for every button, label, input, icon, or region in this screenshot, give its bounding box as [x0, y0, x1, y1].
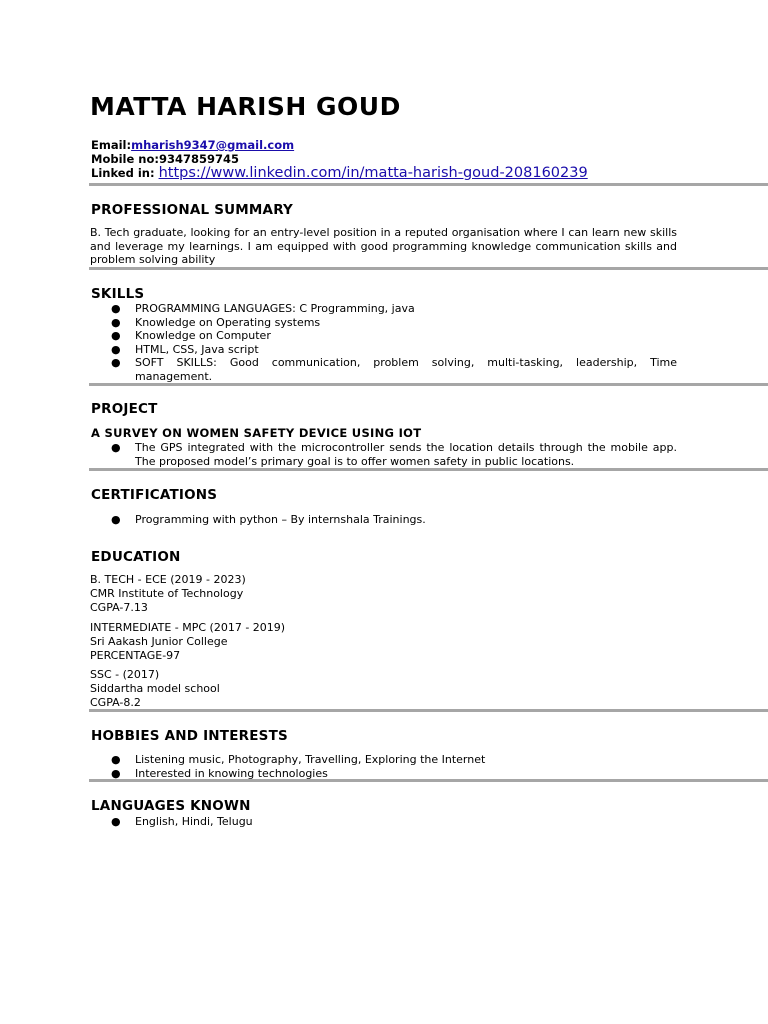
list-item — [111, 302, 677, 316]
list-item — [111, 815, 677, 829]
bullet-icon: ● — [111, 815, 121, 828]
hobby-text: Interested in knowing technologies — [135, 766, 328, 780]
email-link[interactable]: mharish9347@gmail.com — [131, 138, 295, 152]
education-heading: EDUCATION — [91, 549, 181, 565]
skill-text: PROGRAMMING LANGUAGES: C Programming, java — [135, 302, 415, 315]
degree: SSC - (2017) — [90, 668, 160, 681]
project-description: The GPS integrated with the microcontroller sends the location details through the mobile app. The proposed model’s primary goal is to offer women safety in public locations. — [135, 441, 677, 468]
email-label: Email: — [91, 138, 132, 152]
divider — [89, 779, 768, 782]
certifications-list — [111, 513, 677, 527]
education-entry — [90, 621, 285, 663]
list-item — [111, 441, 677, 468]
bullet-icon: ● — [111, 753, 121, 766]
summary-text: B. Tech graduate, looking for an entry-level position in a reputed organisation where I can learn new skills and leverage my learnings. I am equipped with good programming knowledge communication skills and problem solving ability — [90, 226, 677, 266]
divider — [89, 183, 768, 186]
bullet-icon: ● — [111, 356, 121, 369]
bullet-icon: ● — [111, 441, 121, 454]
languages-list — [111, 815, 677, 829]
list-item — [111, 316, 677, 330]
list-item — [111, 767, 677, 781]
divider — [89, 267, 768, 270]
score: CGPA-7.13 — [90, 601, 148, 614]
bullet-icon: ● — [111, 766, 121, 780]
list-item — [111, 753, 677, 767]
score: CGPA-8.2 — [90, 696, 141, 709]
skill-text: SOFT SKILLS: Good communication, problem solving, multi-tasking, leadership, Time management. — [135, 356, 677, 383]
contact-block — [91, 138, 588, 180]
candidate-name: MATTA HARISH GOUD — [90, 92, 401, 121]
linkedin-link[interactable]: https://www.linkedin.com/in/matta-harish-goud-208160239 — [158, 165, 588, 181]
language-text: English, Hindi, Telugu — [135, 815, 253, 828]
mobile-number: 9347859745 — [158, 152, 239, 166]
email-row — [91, 138, 588, 152]
hobbies-heading: HOBBIES AND INTERESTS — [91, 728, 288, 744]
skills-heading: SKILLS — [91, 286, 145, 302]
linkedin-label: Linked in: — [91, 166, 159, 180]
education-entry — [90, 573, 246, 615]
certifications-heading: CERTIFICATIONS — [91, 487, 218, 503]
mobile-label: Mobile no: — [91, 152, 159, 166]
institution: CMR Institute of Technology — [90, 587, 244, 600]
divider — [89, 709, 768, 712]
project-heading: PROJECT — [91, 401, 158, 417]
degree: INTERMEDIATE - MPC (2017 - 2019) — [90, 621, 286, 634]
certification-text: Programming with python – By internshala Trainings. — [135, 513, 426, 526]
skill-text: HTML, CSS, Java script — [135, 342, 259, 356]
linkedin-row — [91, 166, 588, 180]
skill-text: Knowledge on Computer — [135, 329, 271, 342]
list-item — [111, 343, 677, 357]
education-entry — [90, 668, 220, 710]
divider — [89, 468, 768, 471]
hobbies-list — [111, 753, 677, 780]
list-item — [111, 329, 677, 343]
institution: Siddartha model school — [90, 682, 220, 695]
mobile-row — [91, 152, 588, 166]
bullet-icon: ● — [111, 315, 121, 329]
bullet-icon: ● — [111, 342, 121, 356]
skills-list — [111, 302, 677, 383]
languages-heading: LANGUAGES KNOWN — [91, 798, 251, 814]
bullet-icon: ● — [111, 302, 121, 315]
project-list — [111, 441, 677, 468]
summary-heading: PROFESSIONAL SUMMARY — [91, 202, 294, 218]
divider — [89, 383, 768, 386]
project-title: A SURVEY ON WOMEN SAFETY DEVICE USING IOT — [91, 426, 422, 440]
bullet-icon: ● — [111, 329, 121, 342]
skill-text: Knowledge on Operating systems — [135, 315, 321, 329]
list-item — [111, 513, 677, 527]
score: PERCENTAGE-97 — [90, 649, 181, 662]
hobby-text: Listening music, Photography, Travelling, Exploring the Internet — [135, 753, 486, 766]
institution: Sri Aakash Junior College — [90, 635, 228, 648]
bullet-icon: ● — [111, 513, 121, 526]
degree: B. TECH - ECE (2019 - 2023) — [90, 573, 246, 586]
list-item — [111, 356, 677, 383]
